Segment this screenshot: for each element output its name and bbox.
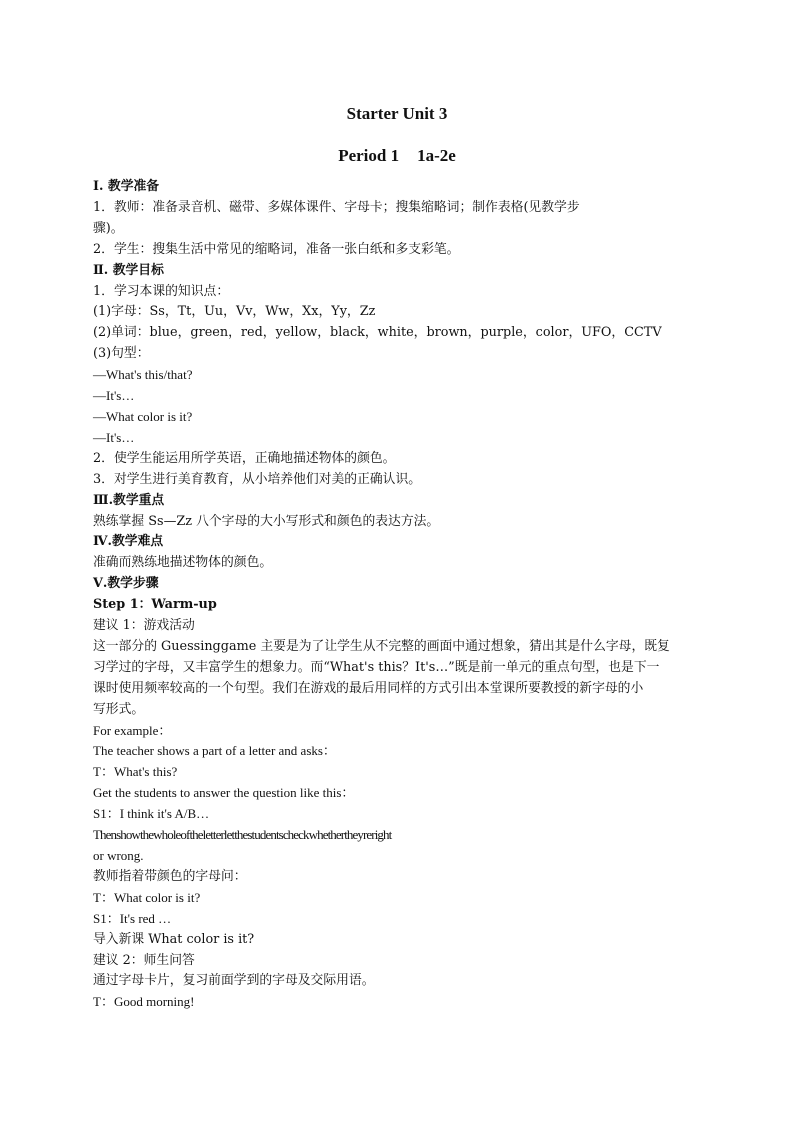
text-line: 骤)。 bbox=[93, 220, 124, 236]
text-line: T：What color is it? bbox=[93, 889, 201, 905]
text-line: 2．学生：搜集生活中常见的缩略词，准备一张白纸和多支彩笔。 bbox=[93, 241, 460, 257]
document-title: Starter Unit 3 bbox=[346, 104, 448, 123]
section-heading: Ⅲ.教学重点 bbox=[93, 492, 165, 508]
text-line: 通过字母卡片，复习前面学到的字母及交际用语。 bbox=[93, 973, 375, 989]
document-body bbox=[93, 177, 705, 1013]
text-line: or wrong. bbox=[93, 848, 144, 863]
section-heading: Ⅰ. 教学准备 bbox=[93, 179, 160, 194]
text-line: 这一部分的 Guessinggame 主要是为了让学生从不完整的画面中通过想象，猜出其是什么字母，既复 bbox=[93, 638, 670, 654]
text-line: 1．学习本课的知识点： bbox=[93, 283, 230, 299]
text-line: S1：I think it's A/B… bbox=[93, 806, 210, 822]
text-line: 2．使学生能运用所学英语，正确地描述物体的颜色。 bbox=[93, 450, 396, 466]
text-line: 准确而熟练地描述物体的颜色。 bbox=[93, 555, 273, 571]
text-line: 课时使用频率较高的一个句型。我们在游戏的最后用同样的方式引出本堂课所要教授的新字母的小 bbox=[93, 680, 644, 696]
text-line: T：Good morning! bbox=[93, 994, 195, 1010]
text-line: —What color is it? bbox=[93, 408, 193, 424]
text-line: 导入新课 What color is it? bbox=[93, 931, 255, 947]
text-line: 1．教师：准备录音机、磁带、多媒体课件、字母卡；搜集缩略词；制作表格(见教学步 bbox=[93, 199, 580, 215]
period-heading bbox=[0, 146, 794, 166]
text-line: (3)句型： bbox=[93, 346, 150, 362]
text-line: 熟练掌握 Ss—Zz 八个字母的大小写形式和颜色的表达方法。 bbox=[93, 513, 440, 529]
text-line: 3．对学生进行美育教育，从小培养他们对美的正确认识。 bbox=[93, 471, 422, 487]
text-line: For example： bbox=[93, 722, 172, 738]
text-line: —It's… bbox=[93, 388, 135, 404]
period-range: 1a-2e bbox=[417, 146, 456, 165]
text-line: Thenshowthewholeoftheletterletthestudentscheckwhethertheyreright bbox=[93, 827, 392, 843]
text-line: 习学过的字母，又丰富学生的想象力。而“What's this？It's…”既是前一单元的重点句型，也是下一 bbox=[93, 659, 660, 675]
text-line: (2)单词：blue，green，red，yellow，black，white，brown，purple，color，UFO，CCTV bbox=[93, 325, 662, 341]
section-heading: Ⅴ.教学步骤 bbox=[93, 576, 159, 592]
text-line: 写形式。 bbox=[93, 701, 145, 717]
text-line: T：What's this? bbox=[93, 764, 178, 780]
text-line: —What's this/that? bbox=[93, 367, 193, 383]
text-line: The teacher shows a part of a letter and asks： bbox=[93, 743, 336, 759]
text-line: S1：It's red … bbox=[93, 910, 172, 926]
text-line: 建议 2：师生问答 bbox=[93, 952, 195, 968]
text-line: 教师指着带颜色的字母问： bbox=[93, 868, 247, 884]
section-heading: Ⅳ.教学难点 bbox=[93, 534, 164, 550]
section-heading: Step 1：Warm-up bbox=[93, 597, 217, 613]
text-line: Get the students to answer the question like this： bbox=[93, 785, 355, 801]
text-line: 建议 1：游戏活动 bbox=[93, 618, 195, 634]
text-line: —It's… bbox=[93, 429, 135, 445]
text-line: (1)字母：Ss，Tt，Uu，Vv，Ww，Xx，Yy，Zz bbox=[93, 304, 376, 320]
section-heading: Ⅱ. 教学目标 bbox=[93, 262, 164, 278]
period-label: Period 1 bbox=[338, 146, 400, 165]
